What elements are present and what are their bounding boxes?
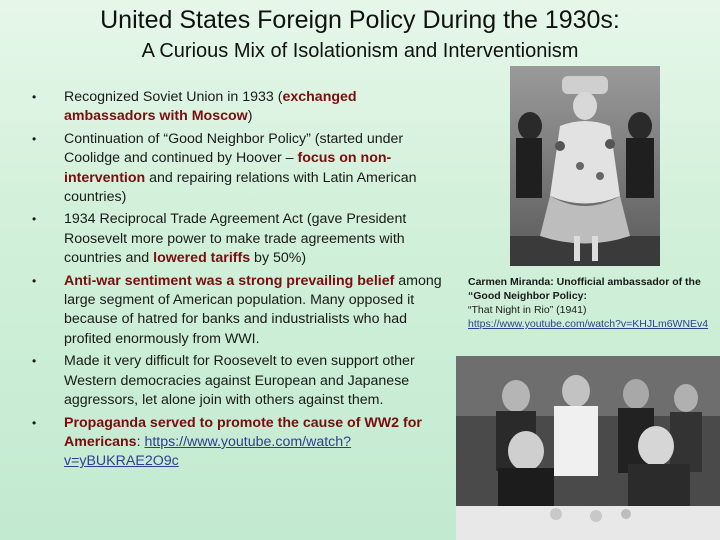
caption-link[interactable]: https://www.youtube.com/watch?v=KHJLm6WNEv4 xyxy=(468,318,709,330)
bullet-dot-icon: • xyxy=(32,354,37,369)
bullet-text: ) xyxy=(247,108,253,125)
bullet-text: Recognized Soviet Union in 1933 ( xyxy=(64,89,283,105)
bullet-link[interactable]: https://www.youtube.com/watch?v=yBUKRAE2O9c xyxy=(64,433,352,470)
bullet-list xyxy=(30,88,450,475)
carmen-miranda-photo xyxy=(510,66,660,266)
bullet-item xyxy=(30,272,450,350)
bullet-dot-icon: • xyxy=(32,90,37,104)
bullet-text: Made it very difficult for Roosevelt to even support other Western democracies against European and Japanese aggressors, let alone join with others against them. xyxy=(64,353,415,409)
bullet-text: among large segment of American population. Many opposed it because of hatred for banks and industrialists who had profited enormously from WWI. xyxy=(64,272,442,347)
bullet-dot-icon: • xyxy=(32,415,37,430)
bullet-highlight-text: focus on non-intervention xyxy=(64,150,392,186)
bullet-text: by 50%) xyxy=(250,250,307,267)
caption-film: “That Night in Rio” (1941) xyxy=(468,304,587,316)
bullet-dot-icon: • xyxy=(32,273,37,288)
bullet-highlight-text: exchanged ambassadors with Moscow xyxy=(64,89,357,125)
bullet-item xyxy=(30,352,450,410)
bullet-highlight-text: Anti-war sentiment was a strong prevailing belief xyxy=(64,272,395,289)
slide-title: United States Foreign Policy During the 1930s: xyxy=(100,6,620,34)
caption-title: Carmen Miranda: Unofficial ambassador of the “Good Neighbor Policy: xyxy=(468,276,701,302)
bullet-item xyxy=(30,130,450,208)
bullet-item xyxy=(30,88,450,127)
slide-subtitle: A Curious Mix of Isolationism and Interventionism xyxy=(141,40,579,62)
bullet-highlight-text: lowered tariffs xyxy=(153,250,251,267)
bullet-text: 1934 Reciprocal Trade Agreement Act (gave President Roosevelt more power to make trade agreements with countries and xyxy=(64,211,407,267)
roosevelt-dinner-photo xyxy=(456,356,720,540)
bullet-text: Continuation of “Good Neighbor Policy” (started under Coolidge and continued by Hoover – xyxy=(64,130,404,167)
bullet-dot-icon: • xyxy=(32,131,37,146)
bullet-text: : xyxy=(136,433,145,450)
bullet-highlight-text: Propaganda served to promote the cause of WW2 for Americans xyxy=(64,414,422,450)
bullet-text: and repairing relations with Latin American countries) xyxy=(64,169,417,206)
bullet-dot-icon: • xyxy=(32,212,37,227)
bullet-item xyxy=(30,414,450,472)
photo-caption xyxy=(468,275,718,331)
bullet-item xyxy=(30,210,450,268)
